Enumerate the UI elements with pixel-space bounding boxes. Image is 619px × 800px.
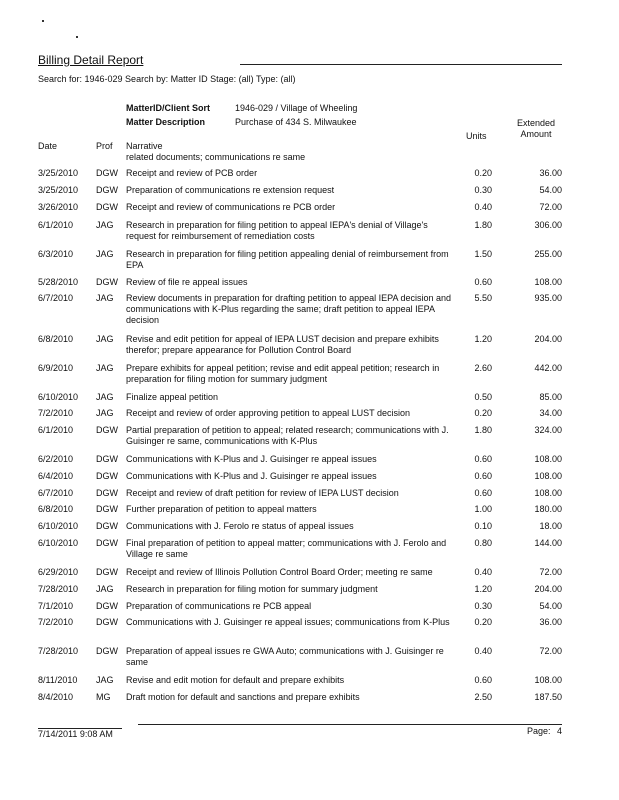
entry-date: 6/1/2010 bbox=[38, 220, 74, 230]
entry-units: 0.30 bbox=[474, 601, 492, 611]
entry-prof: JAG bbox=[96, 363, 114, 373]
entry-date: 6/29/2010 bbox=[38, 567, 79, 577]
entry-amount: 306.00 bbox=[534, 220, 562, 230]
scan-mark bbox=[76, 36, 78, 38]
entry-narrative: Review documents in preparation for drafting petition to appeal IEPA decision and communications with K-Plus regarding the same; draft petition to appeal IEPA decision bbox=[126, 293, 452, 325]
entry-narrative: Receipt and review of communications re PCB order bbox=[126, 202, 336, 212]
entry-narrative: Preparation of communications re PCB appeal bbox=[126, 601, 312, 611]
entry-amount: 72.00 bbox=[539, 567, 562, 577]
entry-amount: 18.00 bbox=[539, 521, 562, 531]
entry-prof: DGW bbox=[96, 488, 118, 498]
entry-narrative: Communications with K-Plus and J. Guisinger re appeal issues bbox=[126, 454, 377, 464]
entry-narrative: Revise and edit petition for appeal of IEPA LUST decision and prepare exhibits therefor; prepare appearance for Pollution Control Board bbox=[126, 334, 439, 355]
entry-date: 3/25/2010 bbox=[38, 185, 79, 195]
entry-amount: 54.00 bbox=[539, 185, 562, 195]
entry-units: 0.20 bbox=[474, 408, 492, 418]
entry-units: 0.10 bbox=[474, 521, 492, 531]
col-header-amount: Extended Amount bbox=[516, 118, 556, 139]
entry-units: 0.40 bbox=[474, 202, 492, 212]
col-header-prof: Prof bbox=[96, 141, 113, 151]
entry-prof: JAG bbox=[96, 220, 114, 230]
entry-date: 8/4/2010 bbox=[38, 692, 74, 702]
entry-units: 5.50 bbox=[474, 293, 492, 303]
entry-prof: JAG bbox=[96, 392, 114, 402]
entry-units: 0.60 bbox=[474, 471, 492, 481]
entry-prof: DGW bbox=[96, 601, 118, 611]
matter-desc-value: Purchase of 434 S. Milwaukee bbox=[235, 117, 357, 127]
entry-units: 0.60 bbox=[474, 454, 492, 464]
entry-narrative: Preparation of communications re extension request bbox=[126, 185, 335, 195]
entry-prof: DGW bbox=[96, 168, 118, 178]
entry-narrative: Communications with J. Guisinger re appeal issues; communications from K-Plus bbox=[126, 617, 450, 627]
entry-units: 1.50 bbox=[474, 249, 492, 259]
entry-prof: DGW bbox=[96, 521, 118, 531]
entry-date: 6/10/2010 bbox=[38, 538, 79, 548]
entry-prof: DGW bbox=[96, 471, 118, 481]
entry-units: 2.50 bbox=[474, 692, 492, 702]
footer-rule bbox=[138, 724, 562, 725]
entry-narrative: Receipt and review of order approving petition to appeal LUST decision bbox=[126, 408, 411, 418]
entry-prof: JAG bbox=[96, 334, 114, 344]
entry-amount: 180.00 bbox=[534, 504, 562, 514]
entry-narrative: Further preparation of petition to appeal matters bbox=[126, 504, 317, 514]
entry-date: 5/28/2010 bbox=[38, 277, 79, 287]
scan-mark bbox=[42, 20, 44, 22]
entry-prof: DGW bbox=[96, 567, 118, 577]
entry-amount: 187.50 bbox=[534, 692, 562, 702]
footer-timestamp: 7/14/2011 9:08 AM bbox=[38, 729, 113, 739]
entry-units: 0.40 bbox=[474, 567, 492, 577]
entry-date: 6/3/2010 bbox=[38, 249, 74, 259]
footer-page-label: Page: bbox=[527, 726, 551, 736]
entry-prof: DGW bbox=[96, 538, 118, 548]
entry-units: 1.20 bbox=[474, 334, 492, 344]
footer-page-number: 4 bbox=[557, 726, 563, 736]
entry-date: 7/2/2010 bbox=[38, 408, 74, 418]
entry-prof: DGW bbox=[96, 202, 118, 212]
entry-amount: 72.00 bbox=[539, 646, 562, 656]
entry-units: 0.50 bbox=[474, 392, 492, 402]
col-header-units: Units bbox=[466, 131, 487, 141]
entry-date: 6/10/2010 bbox=[38, 392, 79, 402]
entry-units: 1.80 bbox=[474, 220, 492, 230]
entry-date: 7/1/2010 bbox=[38, 601, 74, 611]
entry-narrative: Communications with J. Ferolo re status of appeal issues bbox=[126, 521, 354, 531]
entry-prof: MG bbox=[96, 692, 111, 702]
entry-amount: 108.00 bbox=[534, 454, 562, 464]
entry-amount: 108.00 bbox=[534, 277, 562, 287]
entry-units: 0.20 bbox=[474, 617, 492, 627]
entry-units: 0.80 bbox=[474, 538, 492, 548]
entry-amount: 255.00 bbox=[534, 249, 562, 259]
entry-amount: 34.00 bbox=[539, 408, 562, 418]
col-header-narrative-sub: related documents; communications re same bbox=[126, 152, 306, 162]
entry-date: 8/11/2010 bbox=[38, 675, 78, 685]
entry-prof: JAG bbox=[96, 249, 114, 259]
entry-date: 6/7/2010 bbox=[38, 293, 74, 303]
entry-narrative: Partial preparation of petition to appeal; related research; communications with J. Guisinger re same, communications with K-Plus bbox=[126, 425, 449, 446]
entry-narrative: Communications with K-Plus and J. Guisinger re appeal issues bbox=[126, 471, 377, 481]
entry-prof: DGW bbox=[96, 185, 118, 195]
report-title: Billing Detail Report bbox=[38, 53, 144, 67]
entry-narrative: Receipt and review of Illinois Pollution Control Board Order; meeting re same bbox=[126, 567, 433, 577]
entry-date: 6/4/2010 bbox=[38, 471, 74, 481]
entry-amount: 36.00 bbox=[539, 617, 562, 627]
entry-prof: DGW bbox=[96, 425, 118, 435]
entry-date: 6/7/2010 bbox=[38, 488, 74, 498]
entry-units: 0.60 bbox=[474, 488, 492, 498]
entry-units: 1.20 bbox=[474, 584, 492, 594]
entry-prof: DGW bbox=[96, 617, 118, 627]
entry-date: 7/28/2010 bbox=[38, 584, 79, 594]
entry-narrative: Draft motion for default and sanctions and prepare exhibits bbox=[126, 692, 360, 702]
entry-amount: 108.00 bbox=[534, 488, 562, 498]
entry-prof: JAG bbox=[96, 408, 114, 418]
title-rule bbox=[240, 64, 562, 65]
entry-narrative: Research in preparation for filing motion for summary judgment bbox=[126, 584, 378, 594]
entry-amount: 54.00 bbox=[539, 601, 562, 611]
entry-amount: 144.00 bbox=[534, 538, 562, 548]
entry-units: 0.20 bbox=[474, 168, 492, 178]
entry-amount: 108.00 bbox=[534, 471, 562, 481]
entry-prof: JAG bbox=[96, 293, 114, 303]
entry-units: 0.30 bbox=[474, 185, 492, 195]
matter-id-label: MatterID/Client Sort bbox=[126, 103, 211, 113]
entry-narrative: Research in preparation for filing petition appealing denial of reimbursement from EPA bbox=[126, 249, 449, 270]
entry-amount: 72.00 bbox=[539, 202, 562, 212]
entry-units: 0.60 bbox=[474, 675, 492, 685]
entry-narrative: Review of file re appeal issues bbox=[126, 277, 248, 287]
entry-units: 2.60 bbox=[474, 363, 492, 373]
entry-date: 6/9/2010 bbox=[38, 363, 74, 373]
entry-date: 6/8/2010 bbox=[38, 504, 74, 514]
matter-desc-label: Matter Description bbox=[126, 117, 206, 127]
entry-narrative: Revise and edit motion for default and prepare exhibits bbox=[126, 675, 345, 685]
entry-amount: 935.00 bbox=[534, 293, 562, 303]
entry-narrative: Research in preparation for filing petition to appeal IEPA's denial of Village's request for reimbursement of remediation costs bbox=[126, 220, 428, 241]
entry-prof: JAG bbox=[96, 675, 114, 685]
entry-units: 0.40 bbox=[474, 646, 492, 656]
matter-id-value: 1946-029 / Village of Wheeling bbox=[235, 103, 358, 113]
entry-narrative: Receipt and review of PCB order bbox=[126, 168, 258, 178]
entry-prof: DGW bbox=[96, 504, 118, 514]
entry-prof: DGW bbox=[96, 277, 118, 287]
search-criteria: Search for: 1946-029 Search by: Matter ID Stage: (all) Type: (all) bbox=[38, 74, 296, 84]
entry-date: 7/2/2010 bbox=[38, 617, 74, 627]
entry-amount: 108.00 bbox=[534, 675, 562, 685]
entry-narrative: Final preparation of petition to appeal matter; communications with J. Ferolo and Village re same bbox=[126, 538, 447, 559]
entry-narrative: Prepare exhibits for appeal petition; revise and edit appeal petition; research in preparation for filing motion for summary judgment bbox=[126, 363, 440, 384]
entry-units: 1.00 bbox=[474, 504, 492, 514]
col-header-date: Date bbox=[38, 141, 58, 151]
entry-date: 3/25/2010 bbox=[38, 168, 79, 178]
entry-amount: 36.00 bbox=[539, 168, 562, 178]
entry-date: 6/8/2010 bbox=[38, 334, 74, 344]
entry-amount: 204.00 bbox=[534, 334, 562, 344]
entry-prof: JAG bbox=[96, 584, 114, 594]
entry-date: 3/26/2010 bbox=[38, 202, 79, 212]
entry-amount: 85.00 bbox=[539, 392, 562, 402]
entry-narrative: Receipt and review of draft petition for review of IEPA LUST decision bbox=[126, 488, 399, 498]
entry-amount: 204.00 bbox=[534, 584, 562, 594]
entry-amount: 324.00 bbox=[534, 425, 562, 435]
entry-prof: DGW bbox=[96, 454, 118, 464]
entry-date: 6/1/2010 bbox=[38, 425, 74, 435]
entry-units: 1.80 bbox=[474, 425, 492, 435]
entry-date: 6/10/2010 bbox=[38, 521, 79, 531]
entry-date: 6/2/2010 bbox=[38, 454, 74, 464]
col-header-narrative: Narrative bbox=[126, 141, 163, 151]
entry-units: 0.60 bbox=[474, 277, 492, 287]
entry-date: 7/28/2010 bbox=[38, 646, 79, 656]
entry-narrative: Preparation of appeal issues re GWA Auto; communications with J. Guisinger re same bbox=[126, 646, 444, 667]
entry-amount: 442.00 bbox=[534, 363, 562, 373]
entry-narrative: Finalize appeal petition bbox=[126, 392, 219, 402]
entry-prof: DGW bbox=[96, 646, 118, 656]
